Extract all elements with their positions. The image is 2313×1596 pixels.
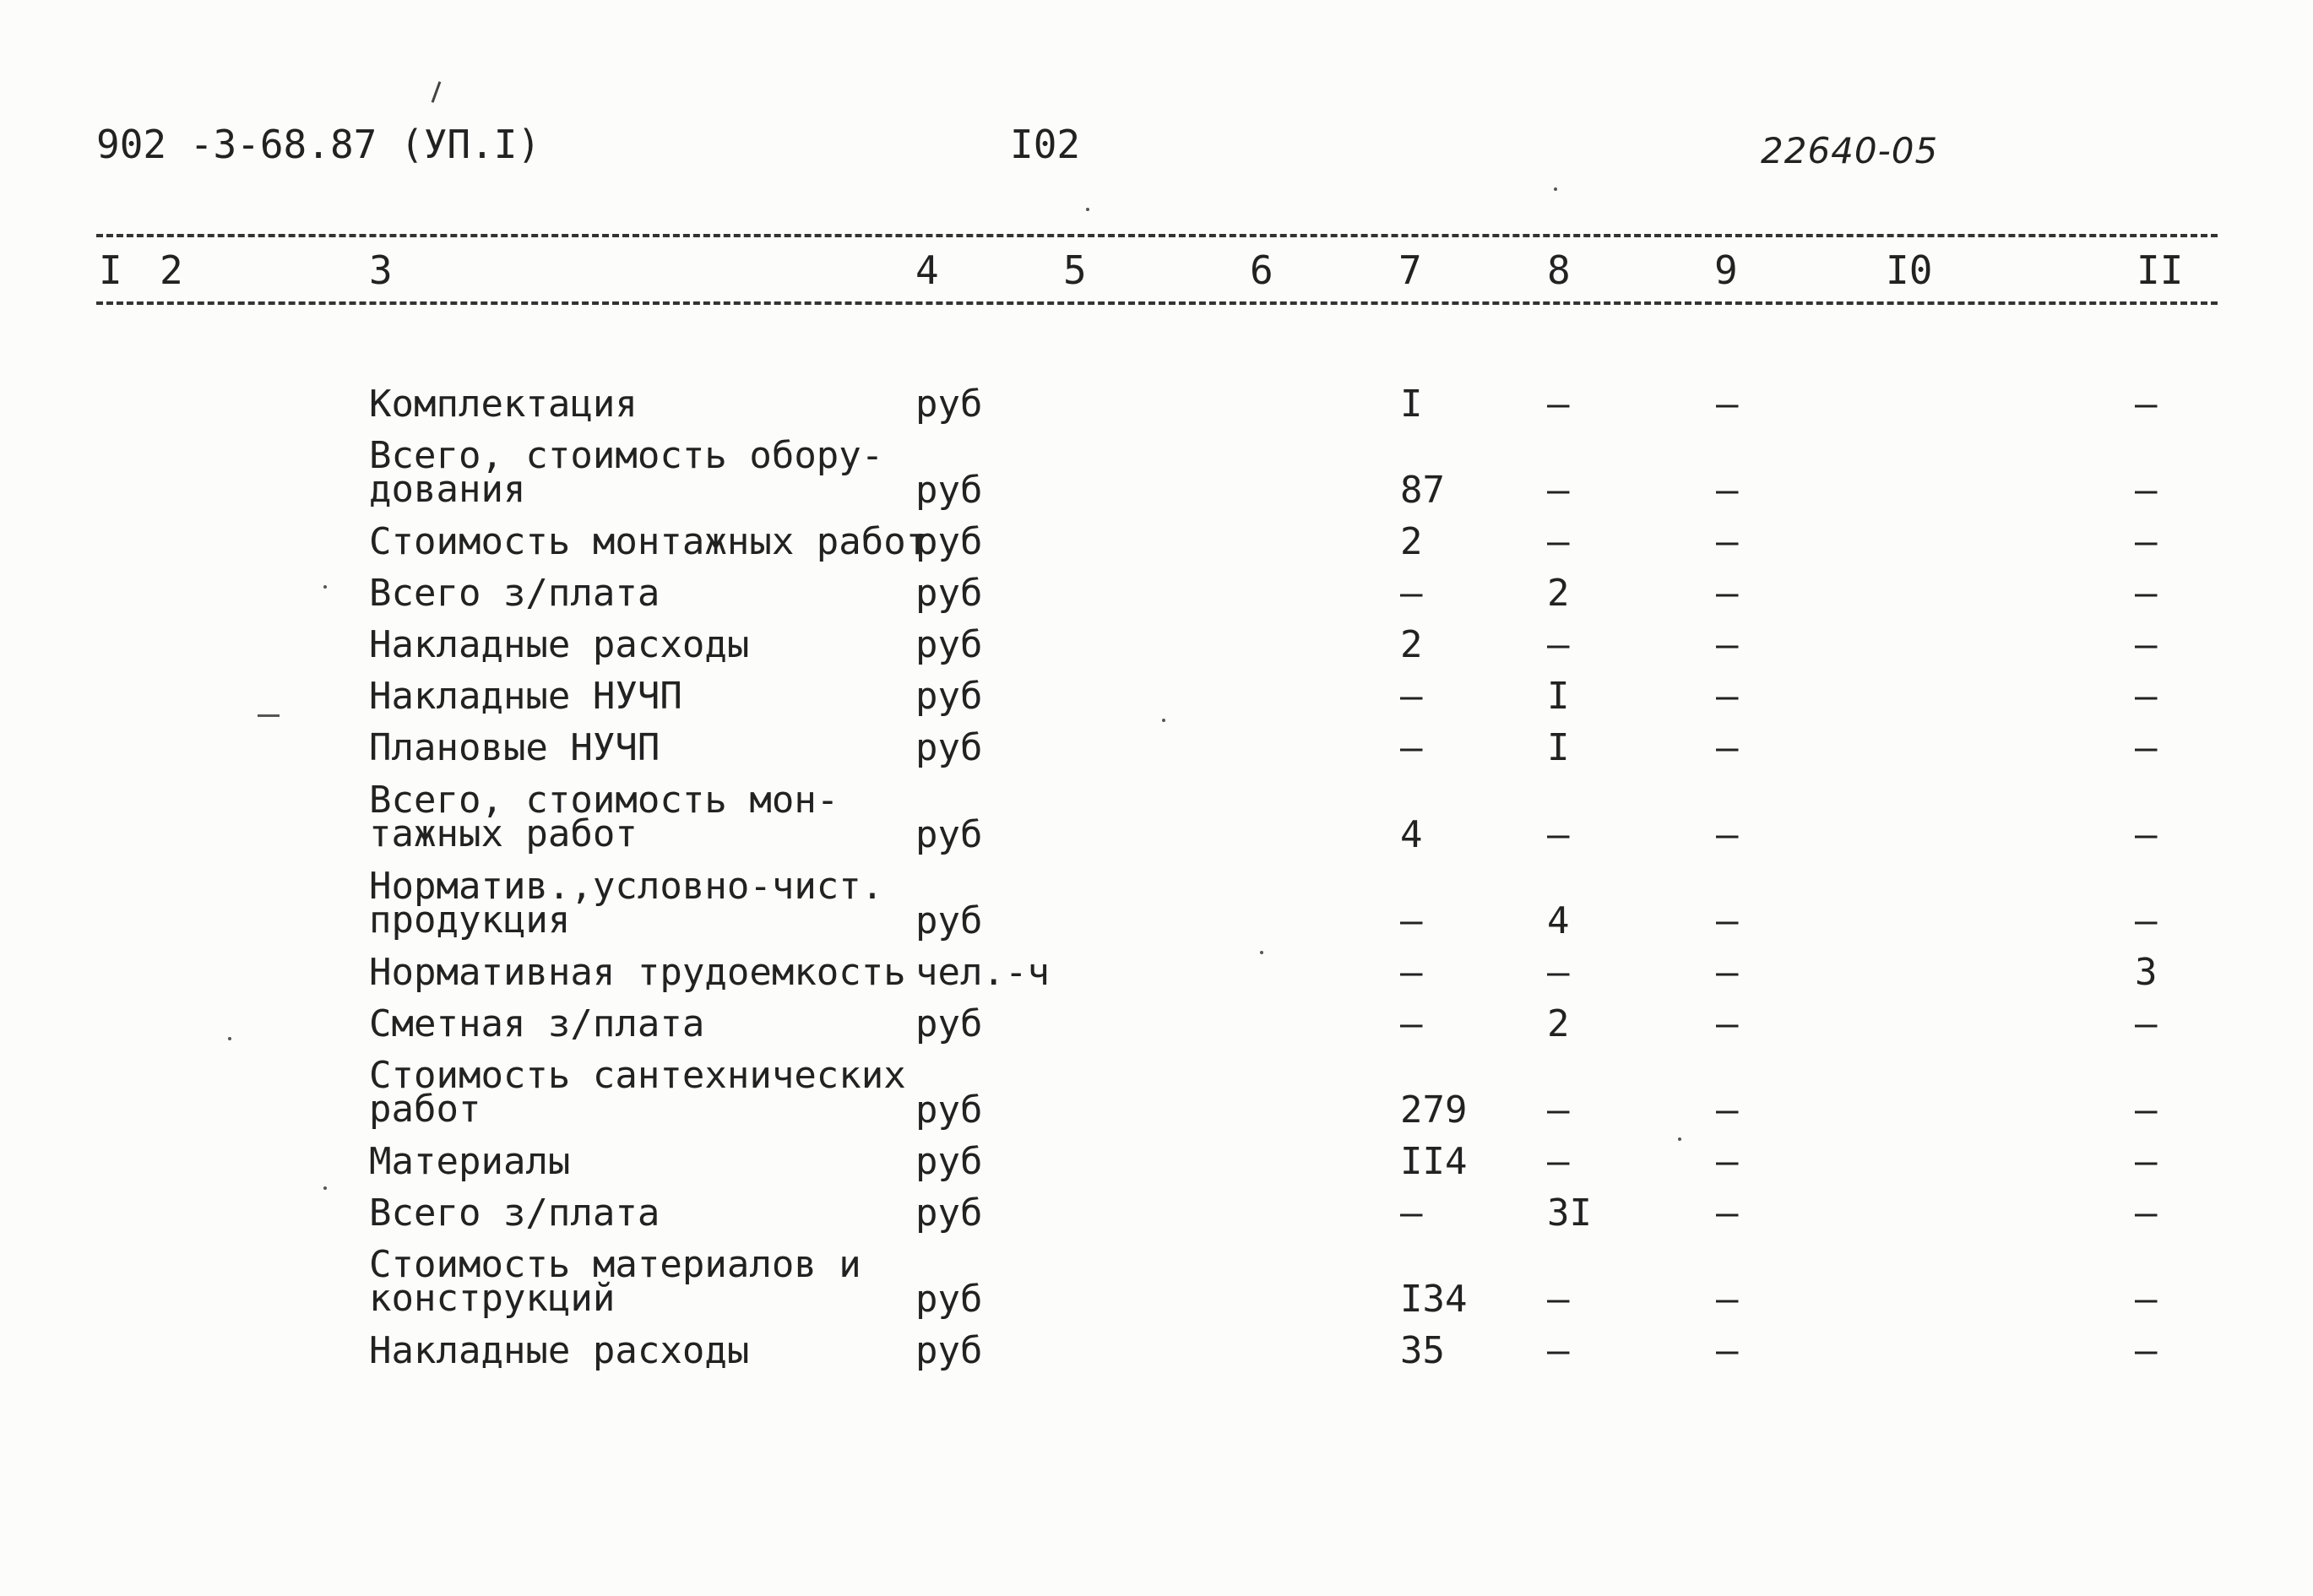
row-name: Всего, стоимость мон- тажных работ [369, 779, 839, 855]
row-unit: руб [915, 1329, 983, 1372]
row-value-col7: II4 [1400, 1140, 1468, 1183]
row-value-col11: – [2135, 520, 2158, 563]
document-code: 902 -3-68.87 (УП.I) [96, 122, 541, 167]
row-value-col8: I [1547, 726, 1570, 769]
speck [1162, 719, 1165, 722]
row-value-col9: – [1716, 383, 1739, 426]
row-value-col8: – [1547, 1140, 1570, 1183]
row-unit: руб [915, 572, 983, 615]
row-name: Нормативная трудоемкость [369, 951, 906, 994]
row-value-col9: – [1716, 1088, 1739, 1132]
row-value-col7: 87 [1400, 469, 1445, 512]
row-value-col9: – [1716, 675, 1739, 718]
row-value-col11: – [2135, 469, 2158, 512]
row-value-col9: – [1716, 623, 1739, 666]
row-value-col8: – [1547, 383, 1570, 426]
row-value-col8: – [1547, 469, 1570, 512]
row-value-col7: I [1400, 383, 1423, 426]
column-number: 4 [915, 247, 939, 293]
row-value-col9: – [1716, 520, 1739, 563]
column-number: 9 [1714, 247, 1738, 293]
row-value-col7: – [1400, 675, 1423, 718]
column-number: 8 [1547, 247, 1571, 293]
pen-tick-mark [432, 81, 442, 102]
row-name: Стоимость монтажных работ [369, 520, 929, 563]
row-value-col9: – [1716, 1002, 1739, 1045]
row-value-col11: – [2135, 623, 2158, 666]
row-value-col8: I [1547, 675, 1570, 718]
row-value-col11: – [2135, 1192, 2158, 1235]
row-name: Материалы [369, 1140, 571, 1183]
row-unit: руб [915, 469, 983, 512]
row-value-col9: – [1716, 1192, 1739, 1235]
header-rule-bottom [96, 301, 2218, 305]
margin-dash [258, 714, 280, 717]
row-value-col11: – [2135, 383, 2158, 426]
row-name: Всего з/плата [369, 1192, 660, 1235]
column-number: I0 [1886, 247, 1933, 293]
row-value-col8: – [1547, 951, 1570, 994]
column-number: I [99, 247, 122, 293]
row-value-col9: – [1716, 951, 1739, 994]
row-value-col8: – [1547, 1278, 1570, 1321]
row-unit: руб [915, 1002, 983, 1045]
row-value-col7: 2 [1400, 623, 1423, 666]
column-number: 2 [160, 247, 183, 293]
speck [323, 1186, 327, 1190]
row-value-col11: – [2135, 1088, 2158, 1132]
row-name: Комплектация [369, 383, 638, 426]
row-unit: руб [915, 1140, 983, 1183]
row-value-col7: 4 [1400, 813, 1423, 856]
row-value-col7: – [1400, 951, 1423, 994]
row-value-col9: – [1716, 899, 1739, 942]
speck [323, 585, 327, 589]
row-value-col7: 279 [1400, 1088, 1468, 1132]
row-unit: руб [915, 1192, 983, 1235]
column-number: 5 [1063, 247, 1087, 293]
row-value-col9: – [1716, 813, 1739, 856]
speck [1260, 951, 1263, 954]
row-value-col7: – [1400, 726, 1423, 769]
speck [1554, 187, 1557, 191]
row-name: Накладные НУЧП [369, 675, 682, 718]
row-value-col7: 35 [1400, 1329, 1445, 1372]
row-value-col11: – [2135, 899, 2158, 942]
row-unit: руб [915, 383, 983, 426]
row-value-col11: – [2135, 813, 2158, 856]
column-number: 6 [1250, 247, 1273, 293]
speck [228, 1037, 231, 1040]
row-value-col11: – [2135, 1140, 2158, 1183]
handwritten-number: 22640-05 [1761, 130, 1939, 171]
row-value-col11: – [2135, 1002, 2158, 1045]
row-unit: руб [915, 675, 983, 718]
speck [1086, 208, 1089, 211]
row-unit: руб [915, 1088, 983, 1132]
row-value-col8: – [1547, 623, 1570, 666]
row-unit: руб [915, 1278, 983, 1321]
row-value-col8: 2 [1547, 572, 1570, 615]
column-number: II [2137, 247, 2184, 293]
column-number: 3 [369, 247, 393, 293]
row-name: Всего, стоимость обору- дования [369, 434, 884, 511]
row-value-col11: 3 [2135, 951, 2158, 994]
row-value-col9: – [1716, 469, 1739, 512]
row-value-col7: – [1400, 899, 1423, 942]
row-value-col8: 3I [1547, 1192, 1592, 1235]
row-value-col9: – [1716, 1140, 1739, 1183]
row-unit: руб [915, 726, 983, 769]
sheet-number: I02 [1010, 122, 1081, 167]
row-name: Норматив.,условно-чист. продукция [369, 865, 884, 942]
row-value-col8: – [1547, 1329, 1570, 1372]
header-rule-top [96, 234, 2218, 237]
row-value-col7: – [1400, 1002, 1423, 1045]
row-value-col11: – [2135, 675, 2158, 718]
row-value-col8: – [1547, 1088, 1570, 1132]
row-unit: руб [915, 813, 983, 856]
row-value-col7: – [1400, 572, 1423, 615]
row-value-col8: 4 [1547, 899, 1570, 942]
row-value-col7: – [1400, 1192, 1423, 1235]
speck [1678, 1137, 1681, 1141]
row-unit: руб [915, 520, 983, 563]
row-name: Стоимость сантехнических работ [369, 1054, 906, 1131]
row-name: Накладные расходы [369, 623, 750, 666]
row-name: Всего з/плата [369, 572, 660, 615]
row-value-col8: – [1547, 520, 1570, 563]
row-value-col9: – [1716, 726, 1739, 769]
row-value-col8: – [1547, 813, 1570, 856]
row-name: Стоимость материалов и конструкций [369, 1243, 861, 1320]
row-value-col11: – [2135, 572, 2158, 615]
column-number: 7 [1398, 247, 1422, 293]
row-value-col9: – [1716, 1329, 1739, 1372]
row-value-col11: – [2135, 1329, 2158, 1372]
row-name: Накладные расходы [369, 1329, 750, 1372]
row-name: Сметная з/плата [369, 1002, 705, 1045]
row-value-col9: – [1716, 572, 1739, 615]
row-name: Плановые НУЧП [369, 726, 660, 769]
row-value-col7: 2 [1400, 520, 1423, 563]
row-unit: чел.-ч [915, 951, 1050, 994]
row-value-col11: – [2135, 726, 2158, 769]
row-value-col11: – [2135, 1278, 2158, 1321]
row-unit: руб [915, 899, 983, 942]
row-value-col9: – [1716, 1278, 1739, 1321]
row-unit: руб [915, 623, 983, 666]
row-value-col8: 2 [1547, 1002, 1570, 1045]
row-value-col7: I34 [1400, 1278, 1468, 1321]
